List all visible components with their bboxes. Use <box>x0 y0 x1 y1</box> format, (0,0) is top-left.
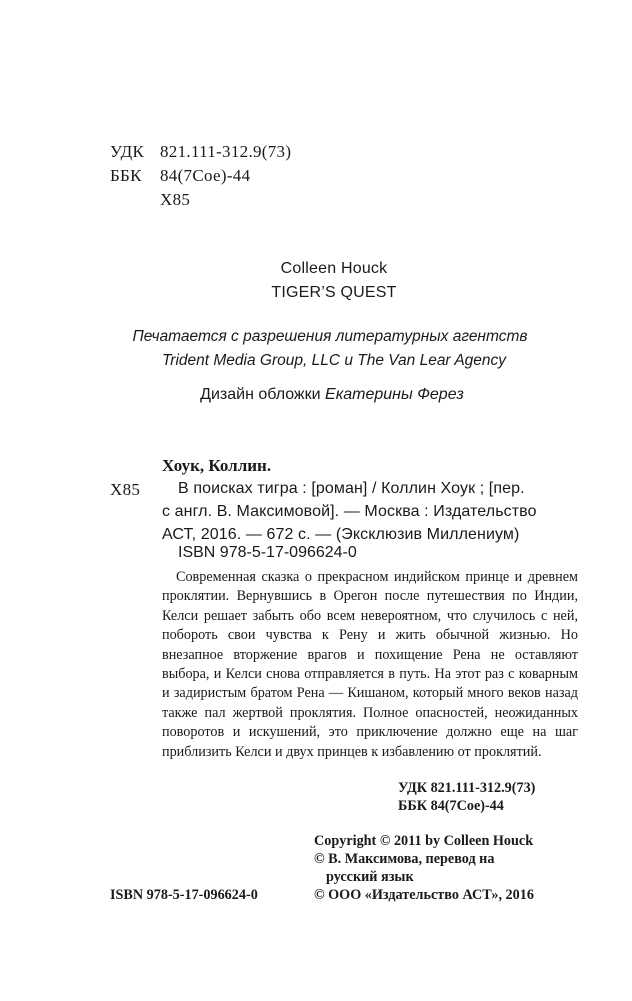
copyright-line-3: русский язык <box>326 869 414 885</box>
udk-label: УДК <box>110 142 145 161</box>
copyright-line-2: © В. Максимова, перевод на <box>314 851 495 867</box>
copyright-line-1: Copyright © 2011 by Colleen Houck <box>314 833 534 849</box>
footer-isbn: ISBN 978-5-17-096624-0 <box>110 887 258 903</box>
original-author: Colleen Houck <box>280 260 388 277</box>
bottom-udk: УДК 821.111-312.9(73) <box>398 780 536 796</box>
entry-line-1: В поисках тигра : [роман] / Коллин Хоук ; [пер. <box>178 480 525 497</box>
bbk-label: ББК <box>110 166 142 185</box>
permission-line-2: Trident Media Group, LLC и The Van Lear Agency <box>161 352 507 369</box>
copyright-line-4: © ООО «Издательство АСТ», 2016 <box>314 887 534 903</box>
annotation-text: Современная сказка о прекрасном индийском принце и древнем проклятии. Вернувшись в Орегон после путешествия по Индии, Келси решает забыть обо всем невероятном, что случилось с ней, побороть свои чувства к Рену и жить обычной жизнью. Но внезапное вторжение врагов и похищение Рена не оставляют выбора, и Келси снова отправляется в путь. На этот раз с коварным и задиристым братом Рена — Кишаном, который много веков назад также пал жертвой проклятия. Полное опасностей, неожиданных поворотов и искушений, это приключение должно еще на шаг приблизить Келси и двух принцев к избавлению от проклятий. <box>162 569 578 760</box>
bottom-bbk: ББК 84(7Сое)-44 <box>398 798 504 814</box>
original-title: TIGER’S QUEST <box>271 284 397 301</box>
bbk-value: 84(7Сое)-44 <box>160 166 251 185</box>
entry-line-2: с англ. В. Максимовой]. — Москва : Издательство <box>162 503 537 520</box>
cover-design-credit <box>16 386 632 404</box>
permission-line-1: Печатается с разрешения литературных агентств <box>132 328 528 345</box>
entry-line-3: АСТ, 2016. — 672 с. — (Эксклюзив Миллениум) <box>162 526 520 543</box>
cover-designer-name: Екатерины Ферез <box>325 386 464 403</box>
author-mark-entry: Х85 <box>110 480 141 499</box>
cover-design-prefix: Дизайн обложки <box>200 386 326 403</box>
entry-isbn: ISBN 978-5-17-096624-0 <box>178 544 357 561</box>
udk-value: 821.111-312.9(73) <box>160 142 292 161</box>
author-mark-top: Х85 <box>160 190 191 209</box>
entry-author-heading: Хоук, Коллин. <box>162 456 272 475</box>
